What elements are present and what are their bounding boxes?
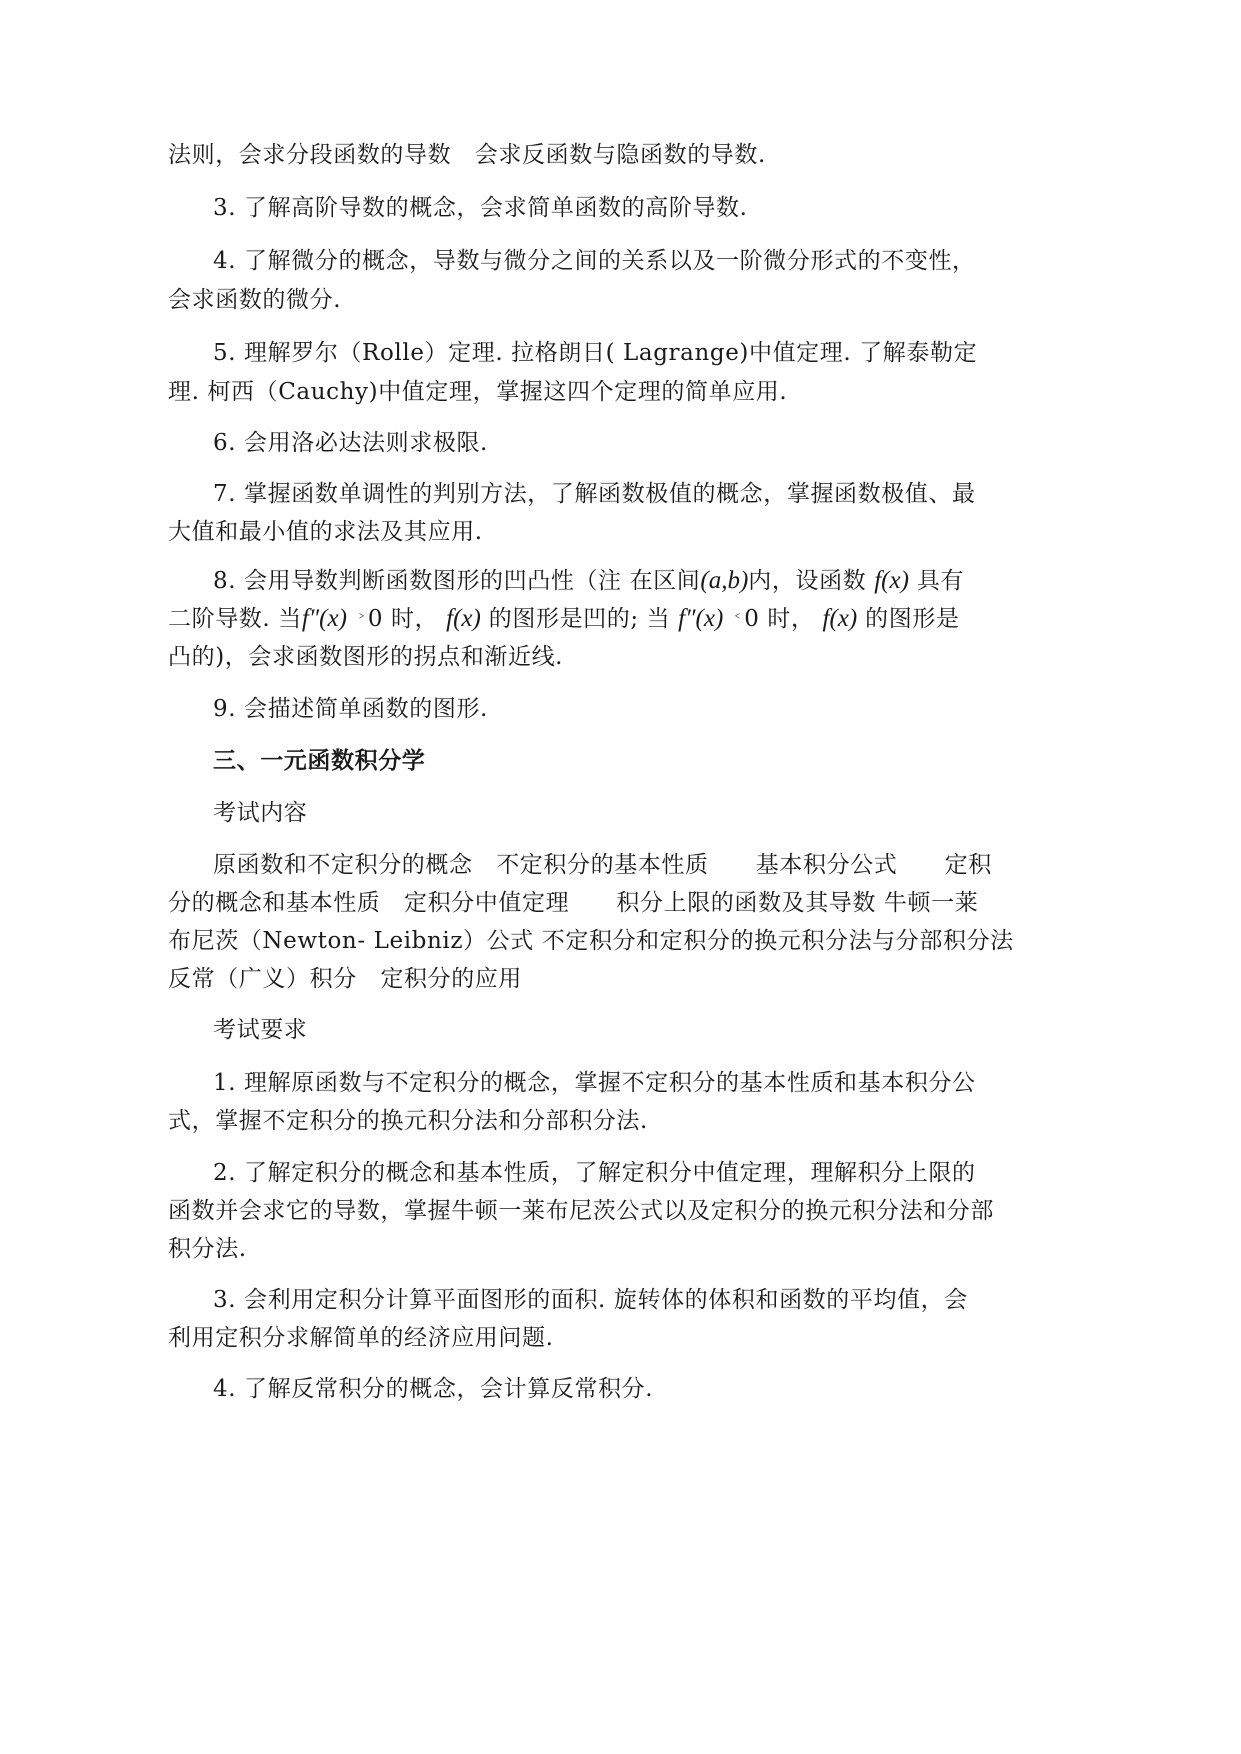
text-segment: 0 时， <box>367 606 439 632</box>
list-item-6: 6. 会用洛必达法则求极限. <box>213 430 488 456</box>
text-line: 法则，会求分段函数的导数 会求反函数与隐函数的导数. <box>168 142 766 168</box>
list-item-8 <box>213 566 964 596</box>
requirement-item-3: 3. 会利用定积分计算平面图形的面积. 旋转体的体积和函数的平均值，会 <box>213 1287 968 1313</box>
text-segment: 二阶导数. 当 <box>168 606 302 632</box>
text-segment: 的图形是 <box>865 606 960 632</box>
subsection-label: 考试要求 <box>213 1017 308 1043</box>
text-line: 函数并会求它的导数，掌握牛顿一莱布尼茨公式以及定积分的换元积分法和分部 <box>168 1198 994 1224</box>
text-line: 会求函数的微分. <box>168 287 342 313</box>
text-segment: 内，设函数 <box>748 568 867 594</box>
math-function: f(x) <box>446 605 481 632</box>
subsection-label: 考试内容 <box>213 800 308 826</box>
text-segment: 具有 <box>916 568 965 594</box>
text-line: 凸的)，会求函数图形的拐点和渐近线. <box>168 644 564 670</box>
section-heading: 三、一元函数积分学 <box>213 748 426 774</box>
text-segment: 0 时， <box>744 606 815 632</box>
text-segment: 8. 会用导数判断函数图形的凹凸性（注 在区间 <box>213 568 701 594</box>
text-line: 利用定积分求解简单的经济应用问题. <box>168 1325 554 1351</box>
less-than-symbol: ﹤ <box>731 608 745 623</box>
math-function: f(x) <box>822 605 858 632</box>
math-interval: (a,b) <box>700 567 749 594</box>
requirement-item-4: 4. 了解反常积分的概念，会计算反常积分. <box>213 1376 654 1402</box>
text-line <box>168 604 960 638</box>
math-function: f(x) <box>874 567 909 594</box>
text-segment: 的图形是凹的; 当 <box>488 606 671 632</box>
greater-than-symbol: ﹥ <box>354 608 368 623</box>
text-line: 积分法. <box>168 1236 247 1262</box>
exam-content-paragraph: 原函数和不定积分的概念 不定积分的基本性质 基本积分公式 定积 <box>213 852 992 878</box>
text-line: 布尼茨（Newton- Leibniz）公式 不定积分和定积分的换元积分法与分部积分法 <box>168 928 1014 954</box>
text-line: 大值和最小值的求法及其应用. <box>168 519 483 545</box>
list-item-3: 3. 了解高阶导数的概念，会求简单函数的高阶导数. <box>213 195 748 221</box>
list-item-5: 5. 理解罗尔（Rolle）定理. 拉格朗日( Lagrange)中值定理. 了解泰勒定 <box>213 340 978 366</box>
list-item-4: 4. 了解微分的概念，导数与微分之间的关系以及一阶微分形式的不变性， <box>213 248 976 274</box>
list-item-9: 9. 会描述简单函数的图形. <box>213 696 488 722</box>
text-line: 理. 柯西（Cauchy)中值定理，掌握这四个定理的简单应用. <box>168 379 788 405</box>
requirement-item-1: 1. 理解原函数与不定积分的概念，掌握不定积分的基本性质和基本积分公 <box>213 1070 976 1096</box>
text-line: 反常（广义）积分 定积分的应用 <box>168 966 522 992</box>
requirement-item-2: 2. 了解定积分的概念和基本性质，了解定积分中值定理，理解积分上限的 <box>213 1160 976 1186</box>
math-second-derivative: f″(x) <box>301 605 347 632</box>
math-second-derivative: f″(x) <box>678 605 724 632</box>
text-line: 分的概念和基本性质 定积分中值定理 积分上限的函数及其导数 牛顿一莱 <box>168 890 979 916</box>
text-line: 式，掌握不定积分的换元积分法和分部积分法. <box>168 1108 648 1134</box>
list-item-7: 7. 掌握函数单调性的判别方法，了解函数极值的概念，掌握函数极值、最 <box>213 481 976 507</box>
